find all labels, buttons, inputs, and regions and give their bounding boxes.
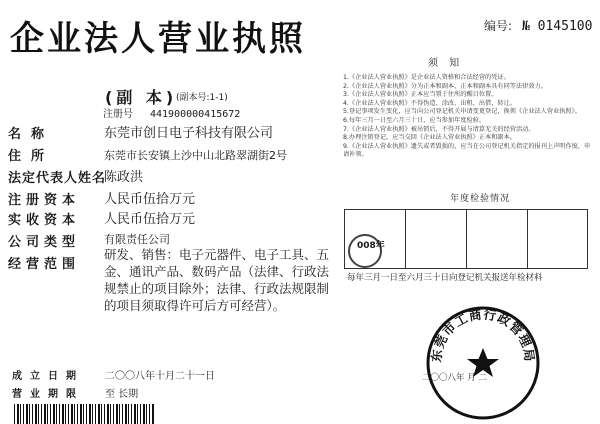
notice-item: 1.《企业法人营业执照》是企业法人资格和合法经营的凭证。 xyxy=(343,74,510,81)
field-label-paid-capital: 实收资本 xyxy=(8,213,81,228)
field-value-company-type: 有限责任公司 xyxy=(104,233,170,246)
notice-item: 6.每年三月一日至六月三十日，应当参加年度检验。 xyxy=(343,116,486,124)
field-value-business-scope: 研发、销售：电子元器件、电子工具、五金、通讯产品、数码产品（法律、行政法规禁止的项目除外；法律、行政法规限制的项目须取得许可后方可经营）。 xyxy=(104,247,330,313)
inspection-table xyxy=(344,209,588,269)
license-title: 企业法人营业执照 xyxy=(10,19,306,59)
registration-label: 注册号 xyxy=(103,109,133,120)
field-value-name: 东莞市创日电子科技有限公司 xyxy=(104,126,274,141)
official-seal xyxy=(424,304,542,422)
table-divider xyxy=(527,210,528,268)
established-date-label: 成立日期 xyxy=(12,371,84,382)
inspection-stamp-text: 008年 xyxy=(357,241,385,251)
notice-item: 8.办理注销登记，应当交回《企业法人营业执照》正本和副本。 xyxy=(343,134,516,142)
notice-title: 须 知 xyxy=(428,58,464,69)
field-value-registered-capital: 人民币伍拾万元 xyxy=(104,192,196,207)
field-label-company-type: 公司类型 xyxy=(8,235,81,250)
notice-item: 2.《企业法人营业执照》分为正本和副本，正本和副本具有同等法律效力。 xyxy=(343,82,547,90)
serial-label: 编号: xyxy=(484,19,513,33)
inspection-title: 年度检验情况 xyxy=(450,194,511,204)
seal-star-icon xyxy=(467,348,499,377)
table-divider xyxy=(466,210,467,268)
notice-item: 5.登记事项发生变化，应当向公司登记机关申请变更登记，换领《企业法人营业执照》。 xyxy=(343,108,581,116)
registration-number: 441900000415672 xyxy=(150,109,241,120)
field-value-address: 东莞市长安镇上沙中山北路翠湖街2号 xyxy=(104,149,287,162)
established-date-value: 二〇〇八年十月二十一日 xyxy=(105,371,215,382)
svg-text:东莞市工商行政管理局: 东莞市工商行政管理局 xyxy=(428,306,538,364)
copy-number: (副本号:1-1) xyxy=(176,93,228,103)
table-divider xyxy=(405,210,406,268)
barcode xyxy=(14,404,154,424)
field-label-business-scope: 经营范围 xyxy=(8,257,81,272)
notice-item: 7.《企业法人营业执照》被吊销后，不得开展与清算无关的经营活动。 xyxy=(343,125,535,133)
inspection-stamp xyxy=(348,234,382,268)
notice-item: 9.《企业法人营业执照》遗失或者毁损的，应当在公司登记机关指定的报刊上声明作废，申请补领。 xyxy=(343,142,591,159)
notice-item: 3.《企业法人营业执照》正本应当置于住所的醒目位置。 xyxy=(343,91,498,99)
business-term-value: 至 长期 xyxy=(105,389,139,400)
copy-label: (副 本) xyxy=(105,88,178,107)
inspection-note: 每年三月一日至六月三十日向登记机关报送年检材料 xyxy=(347,273,543,283)
field-value-legal-rep: 陈政洪 xyxy=(104,170,144,185)
field-label-address: 住所 xyxy=(8,149,55,164)
issue-date: 二〇〇八年 月 二 xyxy=(422,373,487,383)
notice-item: 4.《企业法人营业执照》不得伪造、涂改、出租、出借、转让。 xyxy=(343,99,516,107)
field-value-paid-capital: 人民币伍拾万元 xyxy=(104,212,196,227)
notice-list xyxy=(343,74,593,160)
serial-number: № 0145100 xyxy=(522,19,593,34)
business-term-label: 营业期限 xyxy=(12,389,84,400)
field-label-legal-rep: 法定代表人姓名 xyxy=(8,171,107,186)
field-label-name: 名称 xyxy=(8,127,55,142)
field-label-registered-capital: 注册资本 xyxy=(8,193,81,208)
